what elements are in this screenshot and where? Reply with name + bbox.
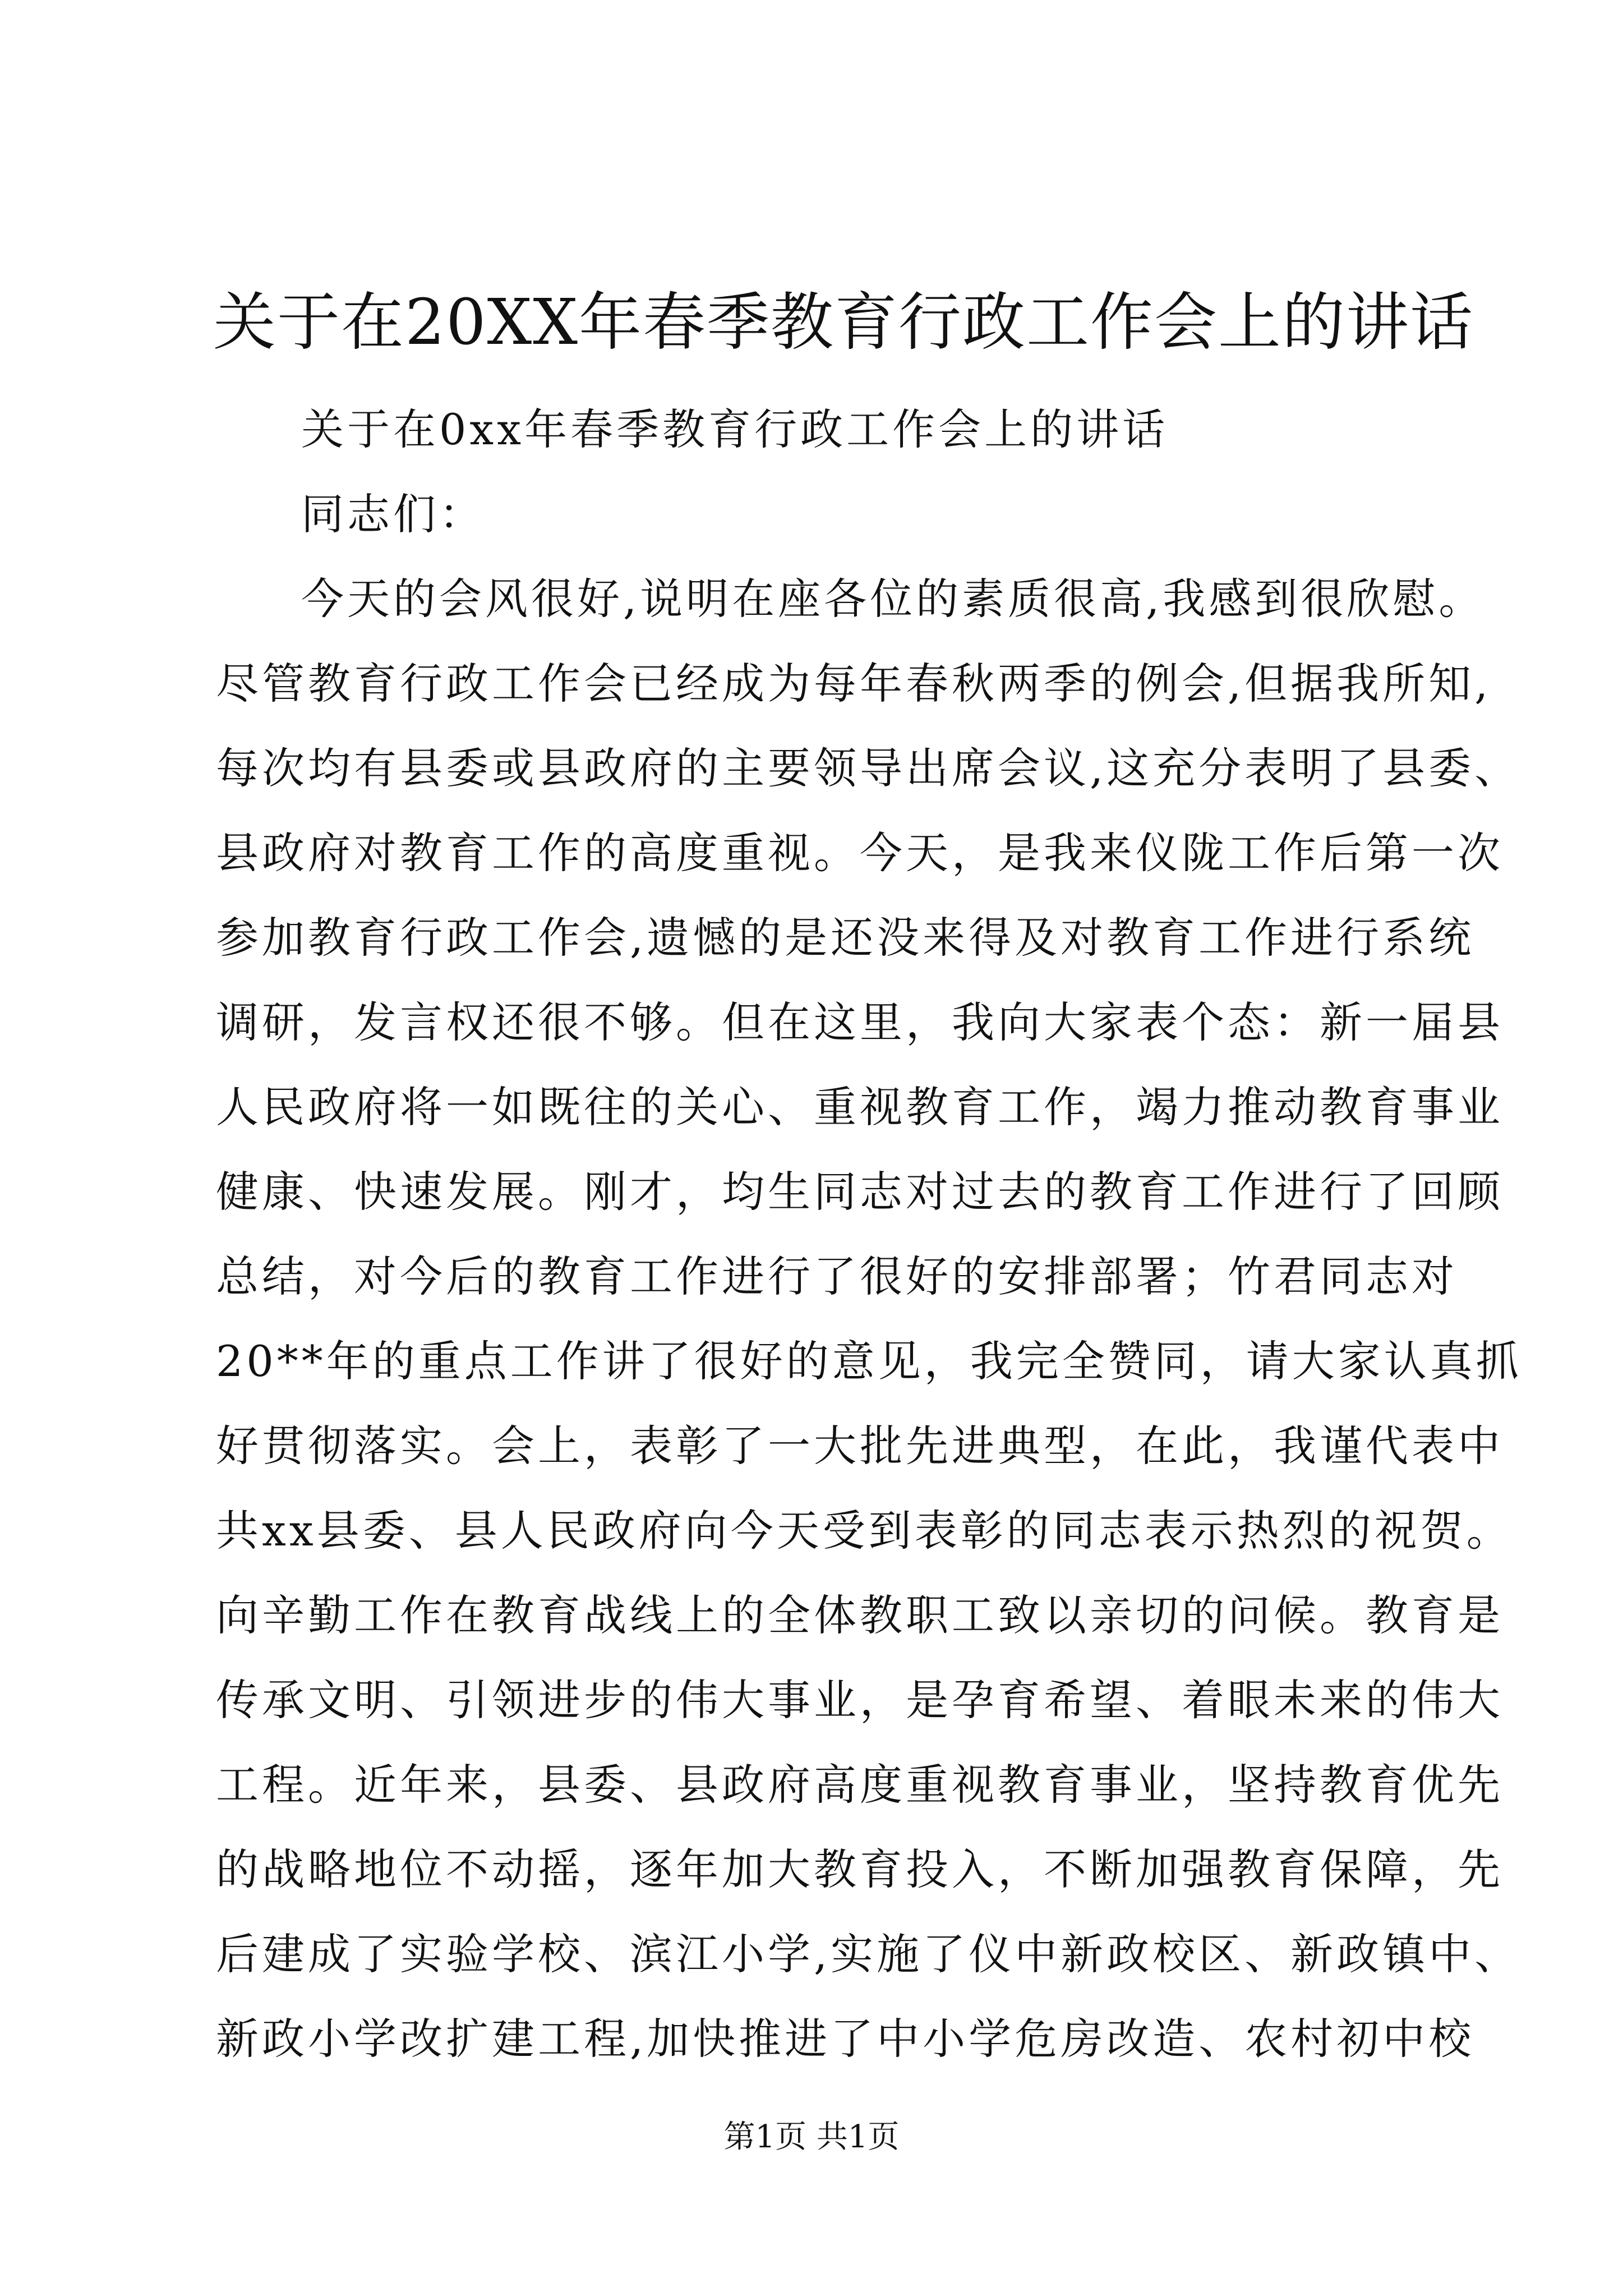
paragraph-line: 传承文明、引领进步的伟大事业，是孕育希望、着眼未来的伟大 xyxy=(216,1675,1504,1725)
paragraph-line: 总结，对今后的教育工作进行了很好的安排部署；竹君同志对 xyxy=(216,1251,1458,1301)
paragraph-line: 工程。近年来，县委、县政府高度重视教育事业，坚持教育优先 xyxy=(216,1760,1504,1810)
paragraph-line: 今天的会风很好,说明在座各位的素质很高,我感到很欣慰。 xyxy=(301,574,1485,624)
paragraph-line: 后建成了实验学校、滨江小学,实施了仪中新政校区、新政镇中、 xyxy=(216,1929,1521,1979)
paragraph-line: 县政府对教育工作的高度重视。今天，是我来仪陇工作后第一次 xyxy=(216,828,1504,878)
salutation-line: 同志们： xyxy=(301,489,485,539)
paragraph-line: 向辛勤工作在教育战线上的全体教职工致以亲切的问候。教育是 xyxy=(216,1590,1504,1640)
paragraph-line: 的战略地位不动摇，逐年加大教育投入，不断加强教育保障，先 xyxy=(216,1844,1504,1894)
subtitle-line: 关于在0xx年春季教育行政工作会上的讲话 xyxy=(301,404,1169,454)
document-title: 关于在20XX年春季教育行政工作会上的讲话 xyxy=(213,286,1474,359)
paragraph-line: 共xx县委、县人民政府向今天受到表彰的同志表示热烈的祝贺。 xyxy=(216,1506,1513,1556)
paragraph-line: 参加教育行政工作会,遗憾的是还没来得及对教育工作进行系统 xyxy=(216,913,1475,963)
paragraph-line: 好贯彻落实。会上，表彰了一大批先进典型，在此，我谨代表中 xyxy=(216,1421,1504,1471)
paragraph-line: 健康、快速发展。刚才，均生同志对过去的教育工作进行了回顾 xyxy=(216,1167,1504,1217)
paragraph-line: 尽管教育行政工作会已经成为每年春秋两季的例会,但据我所知, xyxy=(216,659,1492,708)
paragraph-line: 调研，发言权还很不够。但在这里，我向大家表个态：新一届县 xyxy=(216,997,1504,1047)
document-body xyxy=(216,387,1522,2081)
page-footer: 第1页 共1页 xyxy=(723,2119,900,2155)
paragraph-line: 20**年的重点工作讲了很好的意见，我完全赞同，请大家认真抓 xyxy=(216,1336,1522,1386)
paragraph-line: 人民政府将一如既往的关心、重视教育工作，竭力推动教育事业 xyxy=(216,1082,1504,1132)
paragraph-line: 每次均有县委或县政府的主要领导出席会议,这充分表明了县委、 xyxy=(216,743,1521,793)
paragraph-line: 新政小学改扩建工程,加快推进了中小学危房改造、农村初中校 xyxy=(216,2014,1475,2064)
